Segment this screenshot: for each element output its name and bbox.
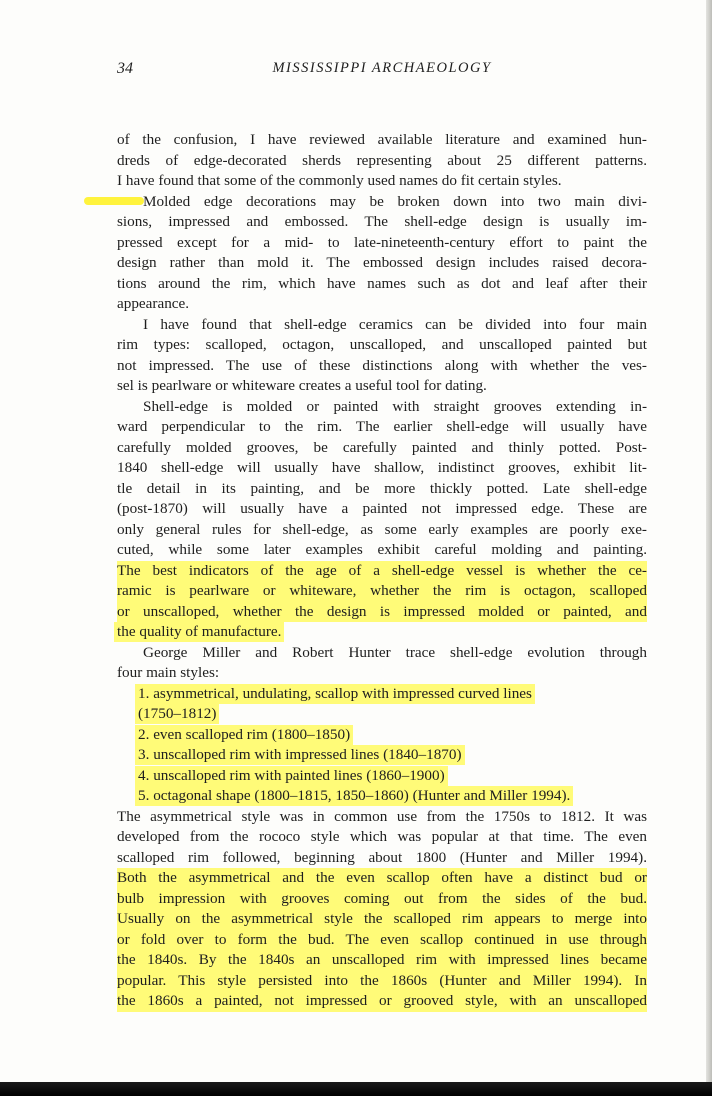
paragraph-first-line: Molded edge decorations may be broken down into two main divi- bbox=[143, 192, 647, 210]
highlighted-line: bulb impression with grooves coming out from the sides of the bud. bbox=[117, 889, 647, 910]
highlighted-line: The best indicators of the age of a shell-edge vessel is whether the ce- bbox=[117, 561, 647, 582]
highlighted-text: 3. unscalloped rim with impressed lines (1840–1870) bbox=[135, 745, 465, 765]
text-line: I have found that some of the commonly used names do fit certain styles. bbox=[117, 172, 562, 189]
page-number: 34 bbox=[117, 60, 133, 77]
text-line: only general rules for shell-edge, as some early examples are poorly exe- bbox=[117, 520, 647, 538]
text-line: sions, impressed and embossed. The shell-edge design is usually im- bbox=[117, 213, 647, 230]
journal-title: MISSISSIPPI ARCHAEOLOGY bbox=[272, 60, 492, 76]
highlighted-line: Both the asymmetrical and the even scallop often have a distinct bud or bbox=[117, 868, 647, 889]
text-line: rim types: scalloped, octagon, unscalloped, and unscalloped painted but bbox=[117, 336, 647, 353]
highlighted-text: 5. octagonal shape (1800–1815, 1850–1860) (Hunter and Miller 1994). bbox=[135, 786, 573, 806]
scan-edge-right bbox=[706, 0, 712, 1096]
text-line: four main styles: bbox=[117, 664, 220, 681]
paragraph-first-line: George Miller and Robert Hunter trace shell-edge evolution through bbox=[143, 643, 647, 661]
text-line bbox=[117, 622, 647, 643]
text-line: tions around the rim, which have names such as dot and leaf after their bbox=[117, 274, 647, 292]
list-item bbox=[117, 684, 647, 705]
list-item bbox=[117, 725, 647, 746]
highlighted-text: the quality of manufacture. bbox=[114, 622, 284, 642]
text-line: appearance. bbox=[117, 295, 190, 312]
list-item bbox=[117, 745, 647, 766]
highlighted-line: the 1860s a painted, not impressed or grooved style, with an unscalloped bbox=[117, 991, 647, 1012]
list-item bbox=[117, 766, 647, 787]
text-line: ward perpendicular to the rim. The earlier shell-edge will usually have bbox=[117, 418, 647, 435]
paragraph-first-line: Shell-edge is molded or painted with straight grooves extending in- bbox=[143, 397, 647, 415]
text-line: scalloped rim followed, beginning about 1800 (Hunter and Miller 1994). bbox=[117, 848, 647, 866]
highlighted-line: or unscalloped, whether the design is impressed molded or painted, and bbox=[117, 602, 647, 623]
text-line: pressed except for a mid- to late-nineteenth-century effort to paint the bbox=[117, 233, 647, 251]
list-item-continuation bbox=[117, 704, 647, 725]
text-line: dreds of edge-decorated sherds representing about 25 different patterns. bbox=[117, 151, 647, 169]
text-line: design rather than mold it. The embossed design includes raised decora- bbox=[117, 254, 647, 271]
paragraph-first-line: I have found that shell-edge ceramics can be divided into four main bbox=[143, 315, 647, 333]
text-line: tle detail in its painting, and be more thickly potted. Late shell-edge bbox=[117, 479, 647, 497]
highlighted-line: the 1840s. By the 1840s an unscalloped rim with impressed lines became bbox=[117, 950, 647, 971]
text-line: The asymmetrical style was in common use from the 1750s to 1812. It was bbox=[117, 807, 647, 825]
text-line: developed from the rococo style which was popular at that time. The even bbox=[117, 828, 647, 845]
list-item bbox=[117, 786, 647, 807]
highlighted-text: (1750–1812) bbox=[135, 704, 219, 724]
highlighted-line: ramic is pearlware or whiteware, whether the rim is octagon, scalloped bbox=[117, 581, 647, 602]
text-line: sel is pearlware or whiteware creates a useful tool for dating. bbox=[117, 377, 487, 394]
highlighted-text: 4. unscalloped rim with painted lines (1860–1900) bbox=[135, 766, 448, 786]
highlighted-line: popular. This style persisted into the 1860s (Hunter and Miller 1994). In bbox=[117, 971, 647, 992]
text-line: cuted, while some later examples exhibit careful molding and painting. bbox=[117, 541, 647, 558]
body-text bbox=[117, 130, 647, 1012]
text-line: 1840 shell-edge will usually have shallow, indistinct grooves, exhibit lit- bbox=[117, 459, 647, 476]
text-line: carefully molded grooves, be carefully painted and thinly potted. Post- bbox=[117, 438, 647, 456]
running-head bbox=[117, 60, 647, 82]
highlighted-line: Usually on the asymmetrical style the scalloped rim appears to merge into bbox=[117, 909, 647, 930]
highlighted-text: 1. asymmetrical, undulating, scallop with impressed curved lines bbox=[135, 684, 535, 704]
highlighted-line: or fold over to form the bud. The even scallop continued in use through bbox=[117, 930, 647, 951]
text-line: (post-1870) will usually have a painted not impressed edge. These are bbox=[117, 500, 647, 517]
text-line: not impressed. The use of these distinctions along with whether the ves- bbox=[117, 356, 647, 374]
scan-edge-bottom bbox=[0, 1082, 712, 1096]
text-line: of the confusion, I have reviewed available literature and examined hun- bbox=[117, 131, 647, 148]
highlighted-text: 2. even scalloped rim (1800–1850) bbox=[135, 725, 353, 745]
